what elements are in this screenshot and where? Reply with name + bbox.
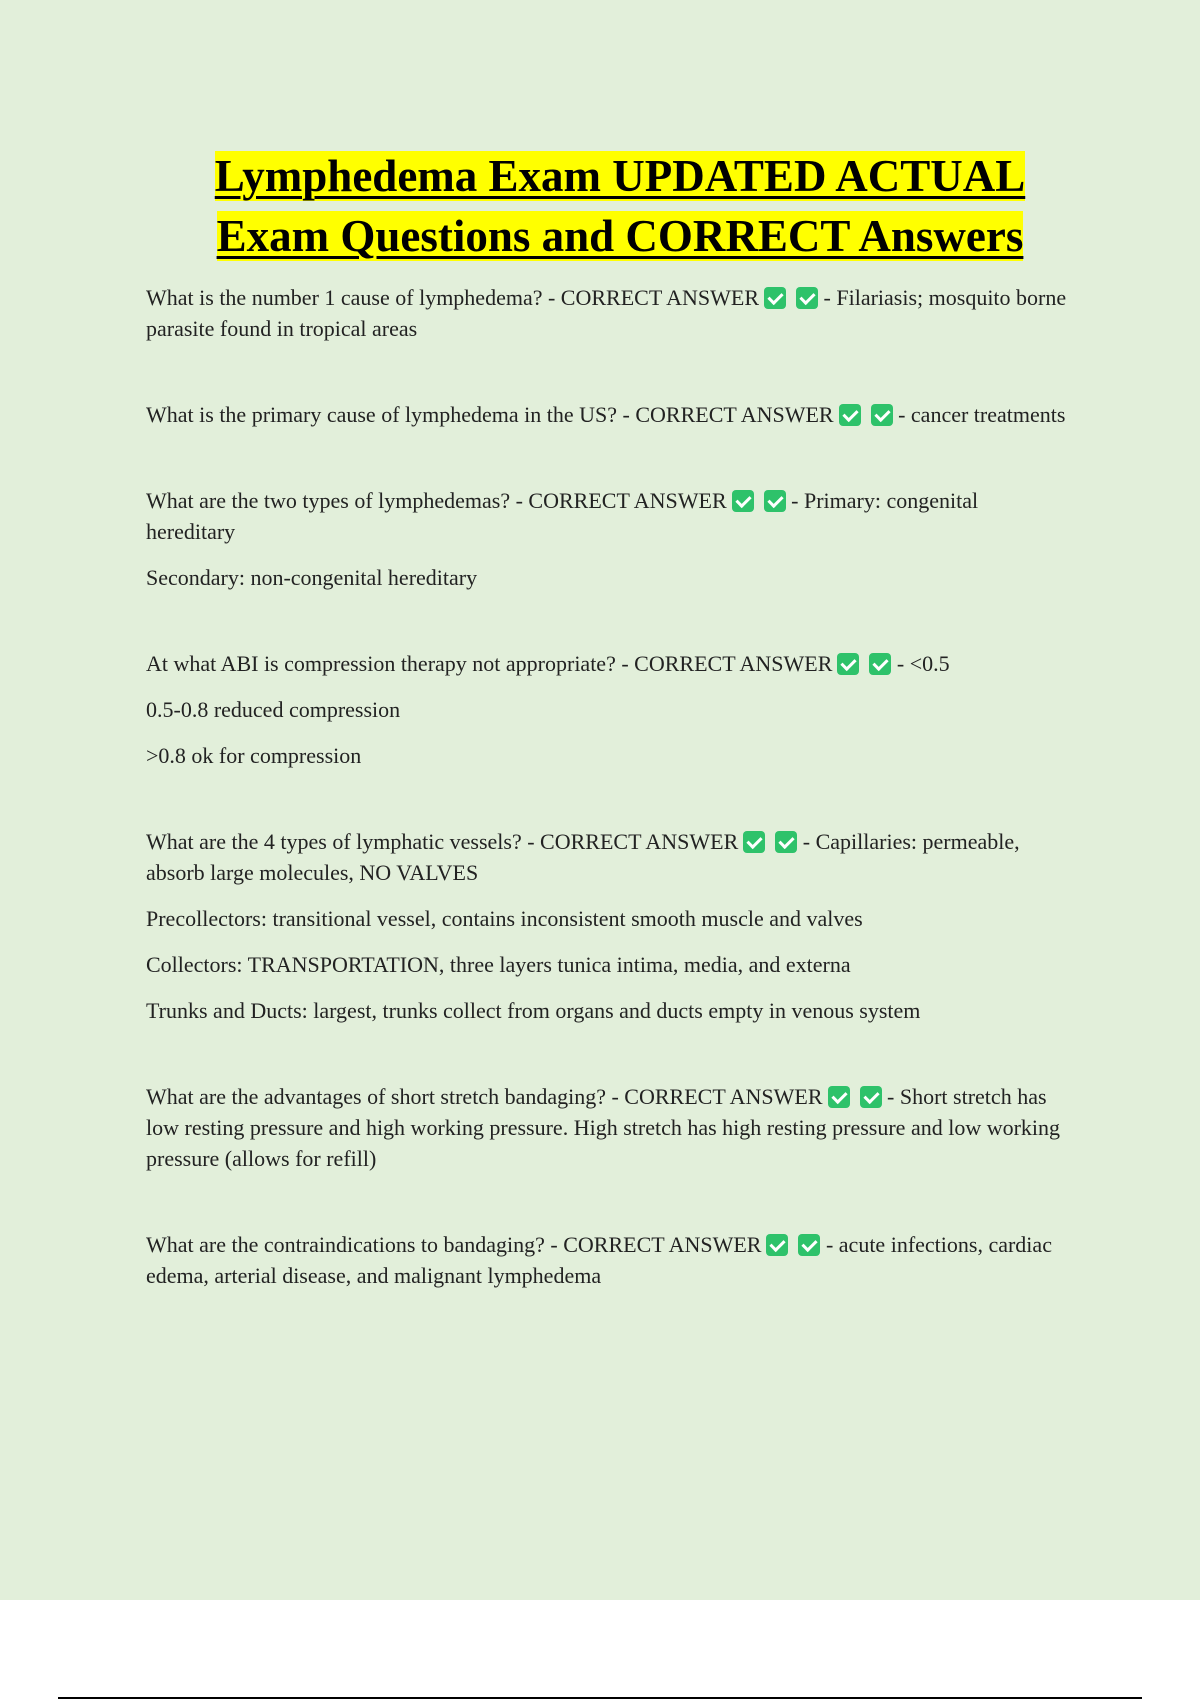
check-mark-icon (796, 287, 818, 309)
qa-item (146, 648, 1071, 771)
answer-marker: - CORRECT ANSWER (611, 1084, 823, 1109)
check-mark-icon (828, 1086, 850, 1108)
qa-first-line (146, 1229, 1071, 1291)
question-text: What are the contraindications to bandaging? (146, 1232, 545, 1257)
qa-first-line (146, 282, 1071, 344)
qa-item (146, 282, 1071, 344)
check-mark-icon (766, 1234, 788, 1256)
check-mark-icon (798, 1234, 820, 1256)
check-mark-icon (732, 490, 754, 512)
qa-item (146, 399, 1071, 430)
qa-first-line (146, 1081, 1071, 1174)
answer-text: - <0.5 (896, 651, 950, 676)
document-title-line-1: Lymphedema Exam UPDATED ACTUAL (214, 151, 1026, 201)
qa-first-line (146, 399, 1071, 430)
answer-line: Collectors: TRANSPORTATION, three layers tunica intima, media, and externa (146, 952, 851, 977)
qa-first-line (146, 648, 1071, 679)
answer-marker: - CORRECT ANSWER (622, 402, 834, 427)
title-block (0, 146, 1200, 266)
answer-line: Trunks and Ducts: largest, trunks collect from organs and ducts empty in venous system (146, 998, 921, 1023)
check-mark-icon (764, 490, 786, 512)
question-text: What is the primary cause of lymphedema in the US? (146, 402, 618, 427)
qa-item (146, 826, 1071, 1026)
footer-divider (58, 1697, 1142, 1699)
check-mark-icon (775, 831, 797, 853)
answer-text: - Filariasis; mosquito borne parasite found in tropical areas (146, 285, 1067, 341)
answer-text: - Primary: congenital hereditary (146, 488, 979, 544)
answer-marker: - CORRECT ANSWER (547, 285, 760, 310)
answer-text: - Capillaries: permeable, absorb large molecules, NO VALVES (146, 829, 1020, 885)
answer-line: Precollectors: transitional vessel, contains inconsistent smooth muscle and valves (146, 906, 863, 931)
check-mark-icon (839, 404, 861, 426)
document-title-line-2: Exam Questions and CORRECT Answers (216, 211, 1024, 261)
answer-marker: - CORRECT ANSWER (527, 829, 739, 854)
question-text: What are the 4 types of lymphatic vessels? (146, 829, 522, 854)
answer-text: - Short stretch has low resting pressure and high working pressure. High stretch has high resting pressure and low working pressure (allows for refill) (146, 1084, 1061, 1171)
qa-first-line (146, 826, 1071, 888)
answer-text: - cancer treatments (898, 402, 1066, 427)
check-mark-icon (860, 1086, 882, 1108)
answer-line: >0.8 ok for compression (146, 743, 362, 768)
check-mark-icon (871, 404, 893, 426)
qa-item (146, 1229, 1071, 1291)
qa-item (146, 485, 1071, 593)
answer-text: - acute infections, cardiac edema, arterial disease, and malignant lymphedema (146, 1232, 1052, 1288)
answer-line: Secondary: non-congenital hereditary (146, 565, 478, 590)
answer-marker: - CORRECT ANSWER (550, 1232, 762, 1257)
check-mark-icon (743, 831, 765, 853)
question-text: What are the two types of lymphedemas? (146, 488, 511, 513)
question-text: At what ABI is compression therapy not appropriate? (146, 651, 616, 676)
qa-item (146, 1081, 1071, 1174)
answer-marker: - CORRECT ANSWER (515, 488, 727, 513)
check-mark-icon (764, 287, 786, 309)
question-text: What are the advantages of short stretch bandaging? (146, 1084, 606, 1109)
check-mark-icon (869, 653, 891, 675)
answer-line: 0.5-0.8 reduced compression (146, 697, 401, 722)
question-text: What is the number 1 cause of lymphedema? (146, 285, 543, 310)
answer-marker: - CORRECT ANSWER (621, 651, 833, 676)
qa-first-line (146, 485, 1071, 547)
qa-list (146, 282, 1071, 1346)
check-mark-icon (837, 653, 859, 675)
